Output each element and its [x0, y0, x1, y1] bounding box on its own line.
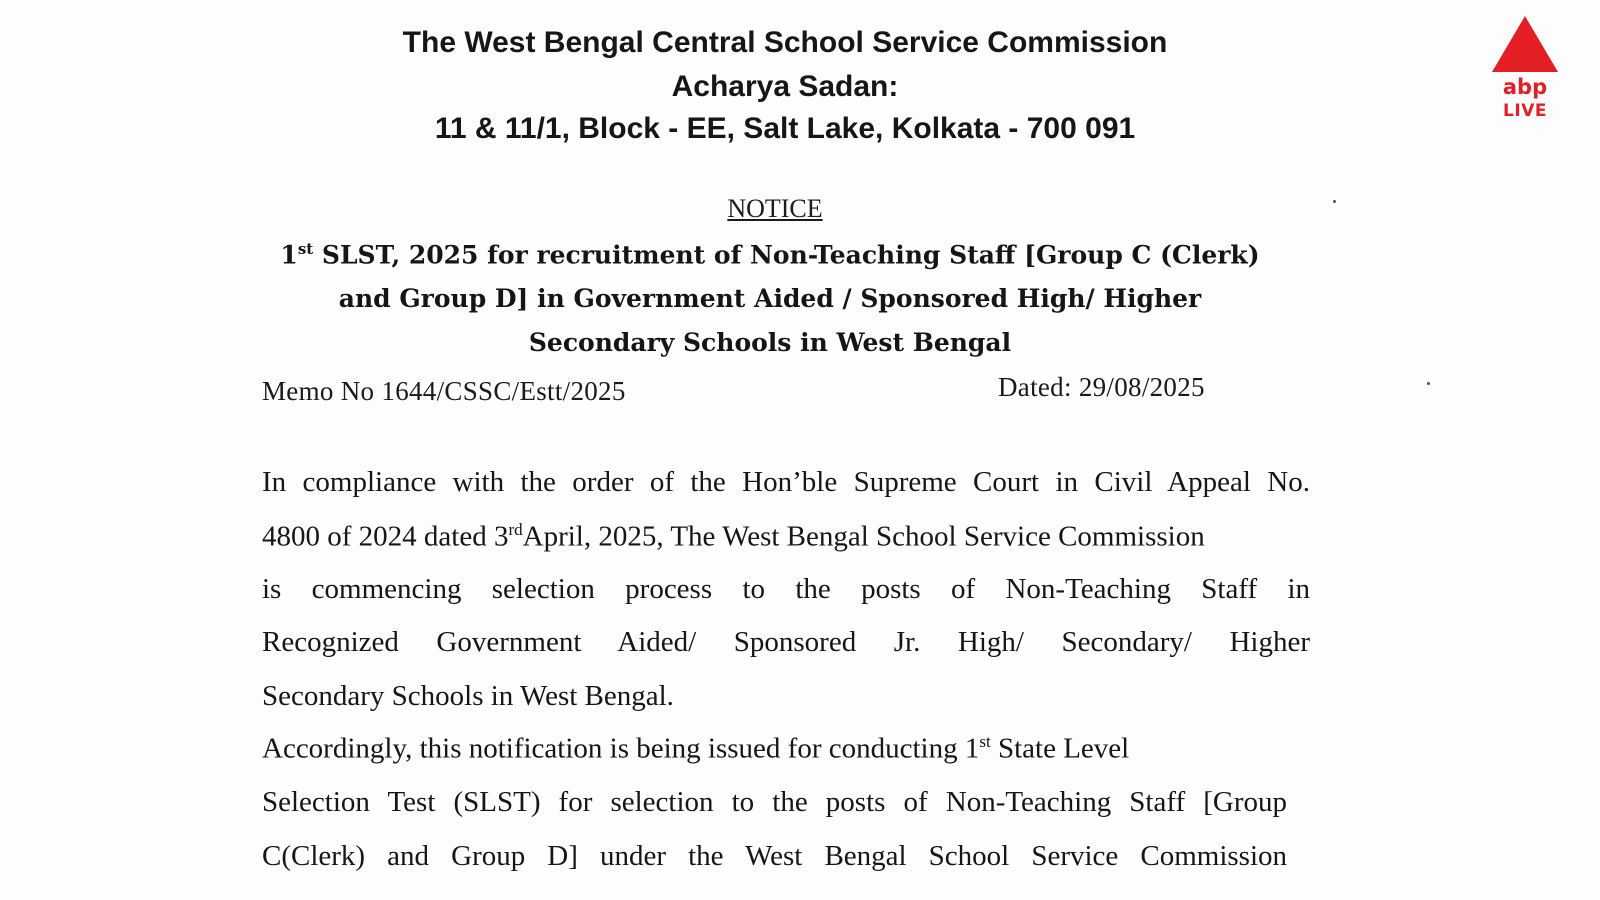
scan-speck [1333, 200, 1336, 203]
body-line-6-end: State Level [990, 732, 1130, 765]
scan-speck [1427, 382, 1430, 385]
abp-live-logo [1490, 16, 1560, 136]
body-line-3: is commencing selection process to the posts of Non-Teaching Staff in [262, 573, 1310, 605]
subject-ordinal: 1 [280, 240, 298, 270]
test-ordinal-suffix: st [979, 732, 991, 751]
logo-live-text: LIVE [1503, 101, 1547, 121]
body-line-6-start: Accordingly, this notification is being issued for conducting 1 [262, 732, 980, 765]
notice-title: NOTICE [727, 194, 823, 223]
office-address: 11 & 11/1, Block - EE, Salt Lake, Kolkata - 700 091 [434, 112, 1136, 145]
subject-ordinal-suffix: st [297, 240, 314, 258]
body-line-4: Recognized Government Aided/ Sponsored Jr. High/ Secondary/ Higher [262, 626, 1310, 658]
subject-line-1-text: SLST, 2025 for recruitment of Non-Teaching Staff [Group C (Clerk) [313, 240, 1260, 270]
body-line-2 [262, 520, 1310, 554]
body-line-2-start: 4800 of 2024 dated 3 [262, 520, 509, 553]
office-name: Acharya Sadan: [671, 70, 899, 103]
memo-date: Dated: 29/08/2025 [998, 372, 1205, 402]
body-line-1: In compliance with the order of the Hon’ble Supreme Court in Civil Appeal No. [262, 466, 1310, 498]
body-line-6 [262, 732, 1287, 766]
logo-brand-text: abp [1502, 75, 1548, 99]
date-ordinal-suffix: rd [508, 520, 523, 539]
notice-subject-line-1 [0, 240, 1540, 269]
notice-subject-line-3: Secondary Schools in West Bengal [528, 328, 1012, 357]
memo-number: Memo No 1644/CSSC/Estt/2025 [262, 376, 626, 406]
logo-triangle-icon [1492, 16, 1558, 72]
body-line-2-end: April, 2025, The West Bengal School Service Commission [522, 520, 1205, 553]
body-line-8: C(Clerk) and Group D] under the West Bengal School Service Commission [262, 840, 1287, 872]
notice-subject-line-2: and Group D] in Government Aided / Sponsored High/ Higher [338, 284, 1202, 313]
body-line-7: Selection Test (SLST) for selection to the posts of Non-Teaching Staff [Group [262, 786, 1287, 818]
commission-name: The West Bengal Central School Service Commission [402, 26, 1168, 59]
body-line-5: Secondary Schools in West Bengal. [262, 680, 674, 712]
